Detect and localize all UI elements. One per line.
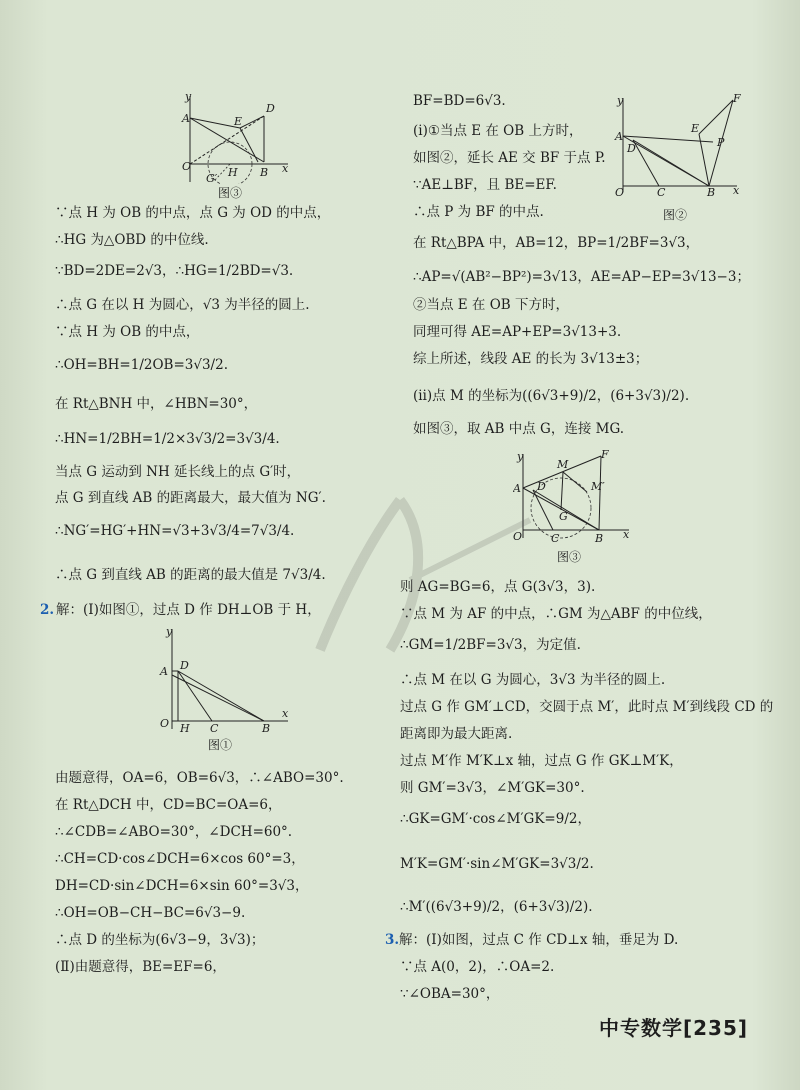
figure-3-left <box>170 92 290 184</box>
svg-text:M′: M′ <box>591 480 605 493</box>
text-line: 同理可得 AE=AP+EP=3√13+3. <box>413 324 622 340</box>
text-line: DH=CD·sin∠DCH=6×sin 60°=3√3， <box>55 878 309 894</box>
text-line: 在 Rt△BPA 中，AB=12，BP=1/2BF=3√3， <box>413 235 700 251</box>
text-line: ∴点 G 到直线 AB 的距离的最大值是 7√3/4. <box>55 567 326 583</box>
text-line: M′K=GM′·sin∠M′GK=3√3/2. <box>400 856 594 872</box>
text-line: ∴HN=1/2BH=1/2×3√3/2=3√3/4. <box>55 431 280 447</box>
svg-text:A: A <box>615 130 623 143</box>
text-line: ∴NG′=HG′+HN=√3+3√3/4=7√3/4. <box>55 523 295 539</box>
svg-text:B: B <box>595 532 604 545</box>
svg-text:D: D <box>266 102 275 115</box>
text-line: ∵∠OBA=30°， <box>400 986 500 1002</box>
footer-label: 中专数学 <box>598 1016 683 1040</box>
svg-text:H: H <box>228 166 238 179</box>
svg-text:E: E <box>691 122 700 135</box>
text-line: ∴OH=OB−CH−BC=6√3−9. <box>55 905 246 921</box>
text-line: ∴CH=CD·cos∠DCH=6×cos 60°=3， <box>55 851 305 867</box>
figure-3-caption: 图③ <box>218 186 243 200</box>
svg-text:D: D <box>537 480 546 493</box>
svg-text:B: B <box>707 186 716 199</box>
text-line: 在 Rt△BNH 中，∠HBN=30°， <box>55 396 258 412</box>
svg-text:B: B <box>260 166 269 179</box>
svg-text:x: x <box>282 707 289 720</box>
text-line: ∵点 H 为 OB 的中点， <box>55 324 200 340</box>
text-line: 综上所述，线段 AE 的长为 3√13±3； <box>413 351 649 367</box>
text-line: ∴GM=1/2BF=3√3，为定值. <box>400 637 581 653</box>
svg-text:O: O <box>160 717 170 730</box>
text-line: (ⅱ)点 M 的坐标为((6√3+9)/2，(6+3√3)/2). <box>413 388 690 404</box>
problem-number: 2. <box>40 602 55 618</box>
svg-text:G: G <box>559 510 568 523</box>
figure-2-caption: 图② <box>663 208 688 222</box>
text-line: ∴GK=GM′·cos∠M′GK=9/2， <box>400 811 591 827</box>
text-line: ∴点 P 为 BF 的中点. <box>413 204 544 220</box>
figure-1-caption: 图① <box>208 738 233 752</box>
text-line: ②当点 E 在 OB 下方时， <box>413 297 570 313</box>
figure-1 <box>152 625 292 735</box>
text-line: ∴点 D 的坐标为(6√3−9，3√3)； <box>55 932 265 948</box>
text-line: 由题意得，OA=6，OB=6√3，∴∠ABO=30°. <box>55 770 344 786</box>
svg-text:C: C <box>551 532 560 545</box>
text-line: 则 GM′=3√3，∠M′GK=30°. <box>400 780 585 796</box>
svg-text:x: x <box>733 184 740 197</box>
svg-text:y: y <box>166 625 173 638</box>
svg-text:F: F <box>601 450 609 461</box>
svg-text:O: O <box>182 160 192 173</box>
svg-text:C: C <box>210 722 219 735</box>
text-line: 在 Rt△DCH 中，CD=BC=OA=6， <box>55 797 282 813</box>
text-line: 过点 M′作 M′K⊥x 轴，过点 G 作 GK⊥M′K， <box>400 753 683 769</box>
text-line: ∴点 G 在以 H 为圆心，√3 为半径的圆上. <box>55 297 310 313</box>
svg-text:M: M <box>557 458 569 471</box>
text-line: 当点 G 运动到 NH 延长线上的点 G′时， <box>55 464 301 480</box>
text-line: ∴HG 为△OBD 的中位线. <box>55 232 209 248</box>
svg-text:C: C <box>657 186 666 199</box>
svg-text:B: B <box>262 722 271 735</box>
svg-text:A: A <box>513 482 521 495</box>
text-line: 如图③，取 AB 中点 G，连接 MG. <box>413 421 625 437</box>
svg-text:D: D <box>627 142 636 155</box>
svg-text:F: F <box>733 92 741 105</box>
svg-text:O: O <box>513 530 523 543</box>
problem-heading: 解：(Ⅰ)如图①，过点 D 作 DH⊥OB 于 H， <box>56 602 321 618</box>
svg-text:A: A <box>182 112 190 125</box>
text-line: ∴AP=√(AB²−BP²)=3√13，AE=AP−EP=3√13−3； <box>413 269 750 285</box>
svg-text:y: y <box>185 92 192 103</box>
svg-text:O: O <box>615 186 625 199</box>
svg-text:x: x <box>623 528 630 541</box>
svg-text:E: E <box>234 115 243 128</box>
text-line: ∵点 H 为 OB 的中点，点 G 为 OD 的中点， <box>55 205 331 221</box>
text-line: ∴点 M 在以 G 为圆心，3√3 为半径的圆上. <box>400 672 666 688</box>
figure-3-right-caption: 图③ <box>557 550 582 564</box>
page-number: 235 <box>693 1016 738 1040</box>
svg-text:P: P <box>717 136 725 149</box>
page-footer: 中专数学[235] <box>598 1016 748 1040</box>
svg-text:A: A <box>160 665 168 678</box>
text-line: ∵AE⊥BF，且 BE=EF. <box>413 177 557 193</box>
svg-text:x: x <box>282 162 289 175</box>
svg-text:D: D <box>180 659 189 672</box>
svg-text:y: y <box>517 450 524 463</box>
watermark-logo <box>280 480 540 680</box>
text-line: (ⅰ)①当点 E 在 OB 上方时， <box>413 123 583 139</box>
text-line: 如图②，延长 AE 交 BF 于点 P. <box>413 150 606 166</box>
text-line: ∴M′((6√3+9)/2，(6+3√3)/2). <box>400 899 593 915</box>
svg-text:G′: G′ <box>206 172 218 184</box>
figure-2 <box>613 92 743 202</box>
text-line: (Ⅱ)由题意得，BE=EF=6， <box>55 959 226 975</box>
text-line: ∴∠CDB=∠ABO=30°，∠DCH=60°. <box>55 824 293 840</box>
text-line: 距离即为最大距离. <box>400 726 513 742</box>
text-line: 点 G 到直线 AB 的距离最大，最大值为 NG′. <box>55 490 326 506</box>
text-line: ∵点 A(0，2)，∴OA=2. <box>400 959 555 975</box>
text-line: BF=BD=6√3. <box>413 93 506 109</box>
text-line: ∵BD=2DE=2√3，∴HG=1/2BD=√3. <box>55 263 294 279</box>
text-line: 过点 G 作 GM′⊥CD，交圆于点 M′，此时点 M′到线段 CD 的 <box>400 699 774 715</box>
text-line: ∴OH=BH=1/2OB=3√3/2. <box>55 357 228 373</box>
svg-text:H: H <box>180 722 190 735</box>
problem-heading: 解：(Ⅰ)如图，过点 C 作 CD⊥x 轴，垂足为 D. <box>399 932 679 948</box>
text-line: ∵点 M 为 AF 的中点，∴GM 为△ABF 的中位线， <box>400 606 712 622</box>
svg-text:y: y <box>617 94 624 107</box>
text-line: 则 AG=BG=6，点 G(3√3，3). <box>400 579 596 595</box>
problem-number: 3. <box>385 932 400 948</box>
